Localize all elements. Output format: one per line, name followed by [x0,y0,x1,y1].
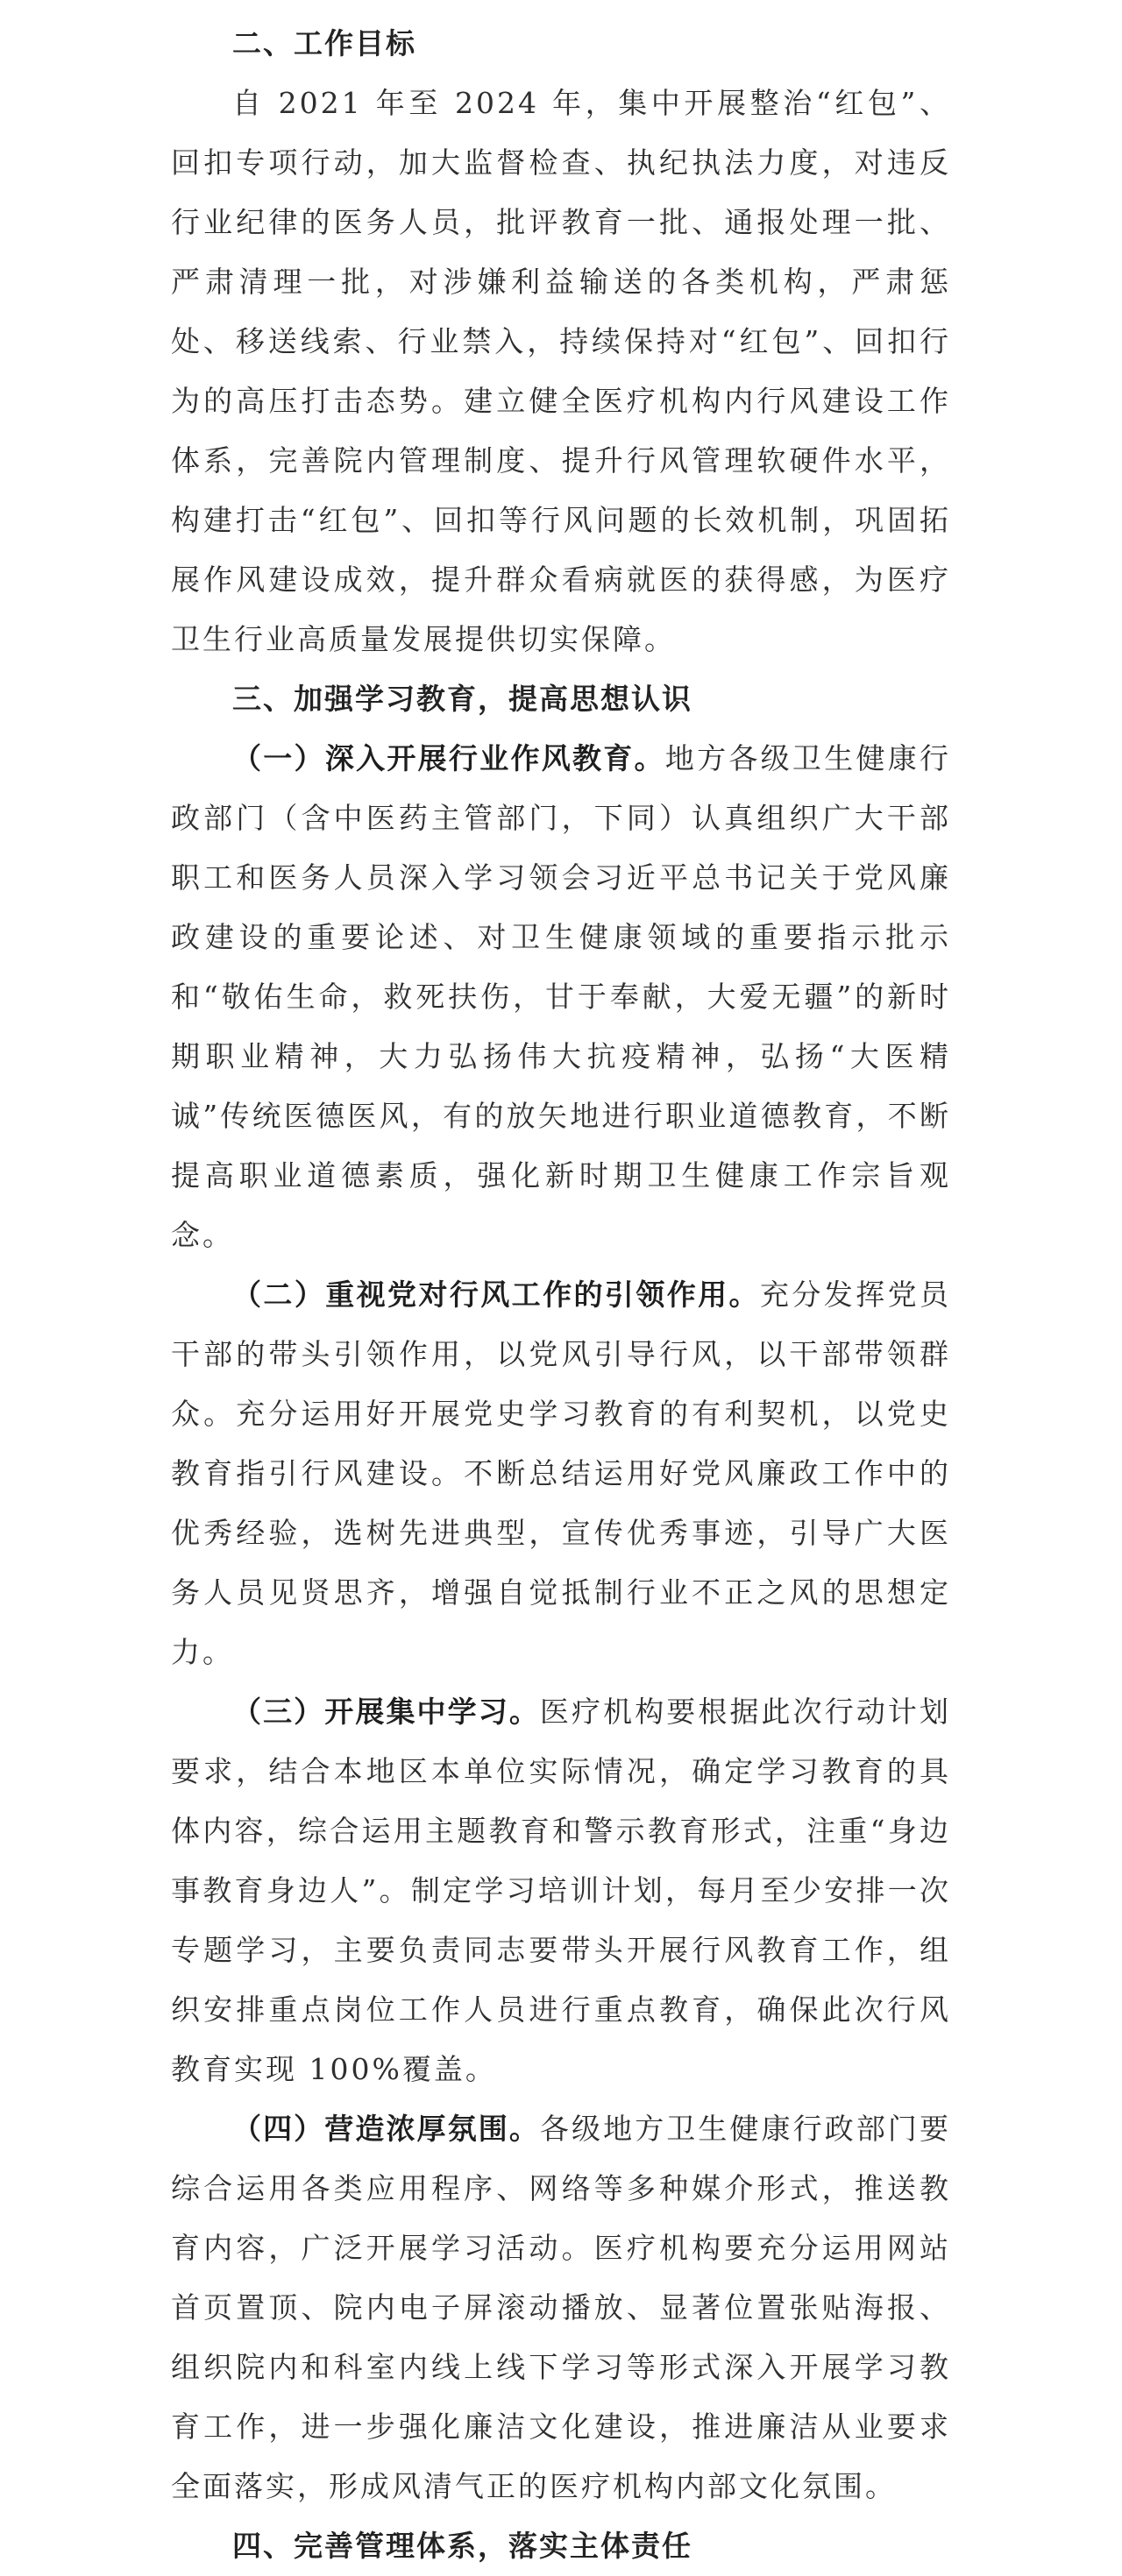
paragraph-text: 各级地方卫生健康行政部门要综合运用各类应用程序、网络等多种媒介形式，推送教育内容，广泛开展学习活动。医疗机构要充分运用网站首页置顶、院内电子屏滚动播放、显著位置张贴海报、组织院内和科室内线上线下学习等形式深入开展学习教育工作，进一步强化廉洁文化建设，推进廉洁从业要求全面落实，形成风清气正的医疗机构内部文化氛围。 [171,2112,952,2503]
paragraph-text: 医疗机构要根据此次行动计划要求，结合本地区本单位实际情况，确定学习教育的具体内容，综合运用主题教育和警示教育形式，注重“身边事教育身边人”。制定学习培训计划，每月至少安排一次专题学习，主要负责同志要带头开展行风教育工作，组织安排重点岗位工作人员进行重点教育，确保此次行风教育实现 100%覆盖。 [171,1695,952,2086]
section-heading-education: 三、加强学习教育，提高思想认识 [232,682,692,716]
paragraph-lead: （二）重视党对行风工作的引领作用。 [232,1277,760,1312]
paragraph-education-4 [171,2099,951,2516]
section-heading-goals: 二、工作目标 [232,26,416,60]
section-heading-management: 四、完善管理体系，落实主体责任 [232,2529,692,2563]
paragraph-text: 充分发挥党员干部的带头引领作用，以党风引导行风，以干部带领群众。充分运用好开展党史学习教育的有利契机，以党史教育指引行风建设。不断总结运用好党风廉政工作中的优秀经验，选树先进典型，宣传优秀事迹，引导广大医务人员见贤思齐，增强自觉抵制行业不正之风的思想定力。 [171,1277,952,1669]
paragraph-education-3 [171,1682,951,2099]
paragraph-lead: （一）深入开展行业作风教育。 [232,741,665,775]
paragraph-text: 自 2021 年至 2024 年，集中开展整治“红包”、回扣专项行动，加大监督检查、执纪执法力度，对违反行业纪律的医务人员，批评教育一批、通报处理一批、严肃清理一批，对涉嫌利益输送的各类机构，严肃惩处、移送线索、行业禁入，持续保持对“红包”、回扣行为的高压打击态势。建立健全医疗机构内行风建设工作体系，完善院内管理制度、提升行风管理软硬件水平，构建打击“红包”、回扣等行风问题的长效机制，巩固拓展作风建设成效，提升群众看病就医的获得感，为医疗卫生行业高质量发展提供切实保障。 [171,86,951,656]
document-page [171,0,951,2576]
paragraph-text: 地方各级卫生健康行政部门（含中医药主管部门，下同）认真组织广大干部职工和医务人员深入学习领会习近平总书记关于党风廉政建设的重要论述、对卫生健康领域的重要指示批示和“敬佑生命，救死扶伤，甘于奉献，大爱无疆”的新时期职业精神，大力弘扬伟大抗疫精神，弘扬“大医精诚”传统医德医风，有的放矢地进行职业道德教育，不断提高职业道德素质，强化新时期卫生健康工作宗旨观念。 [171,741,952,1252]
paragraph-lead: （四）营造浓厚氛围。 [232,2112,540,2146]
paragraph-education-1 [171,729,951,1265]
paragraph-goals [171,74,951,669]
paragraph-education-2 [171,1265,951,1682]
paragraph-lead: （三）开展集中学习。 [232,1695,540,1729]
